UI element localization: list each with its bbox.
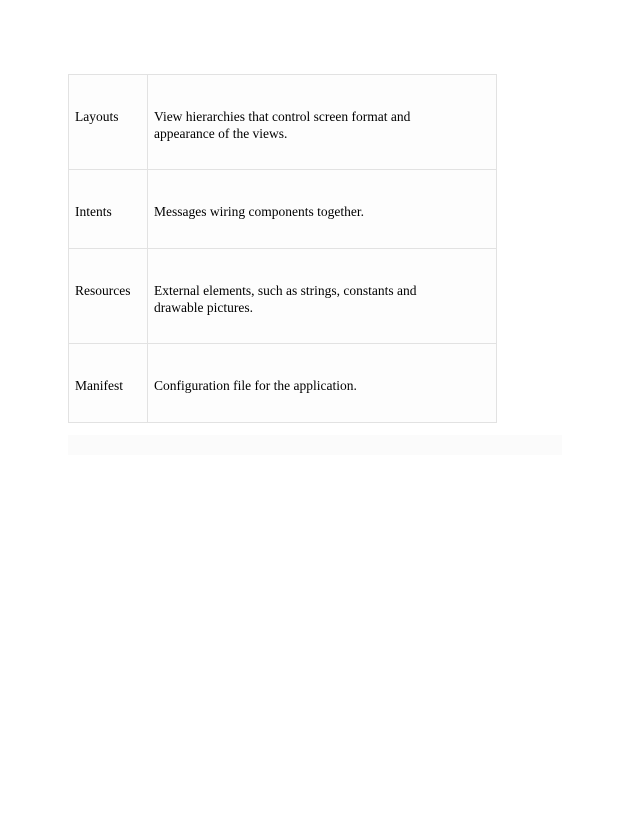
table-row xyxy=(69,170,497,249)
table-row xyxy=(69,75,497,170)
term-manifest: Manifest xyxy=(75,378,123,393)
description-manifest: Configuration file for the application. xyxy=(154,378,357,393)
term-layouts: Layouts xyxy=(75,109,119,124)
components-table xyxy=(68,74,497,423)
table-row xyxy=(69,344,497,423)
table-row xyxy=(69,249,497,344)
description-cell xyxy=(148,170,497,249)
term-resources: Resources xyxy=(75,283,131,298)
description-cell xyxy=(148,249,497,344)
description-layouts: View hierarchies that control screen format and appearance of the views. xyxy=(154,109,411,141)
term-cell xyxy=(69,344,148,423)
term-cell xyxy=(69,170,148,249)
term-intents: Intents xyxy=(75,204,112,219)
term-cell xyxy=(69,75,148,170)
description-intents: Messages wiring components together. xyxy=(154,204,364,219)
description-resources: External elements, such as strings, constants and drawable pictures. xyxy=(154,283,417,315)
description-cell xyxy=(148,344,497,423)
term-cell xyxy=(69,249,148,344)
page-divider xyxy=(68,435,562,455)
description-cell xyxy=(148,75,497,170)
